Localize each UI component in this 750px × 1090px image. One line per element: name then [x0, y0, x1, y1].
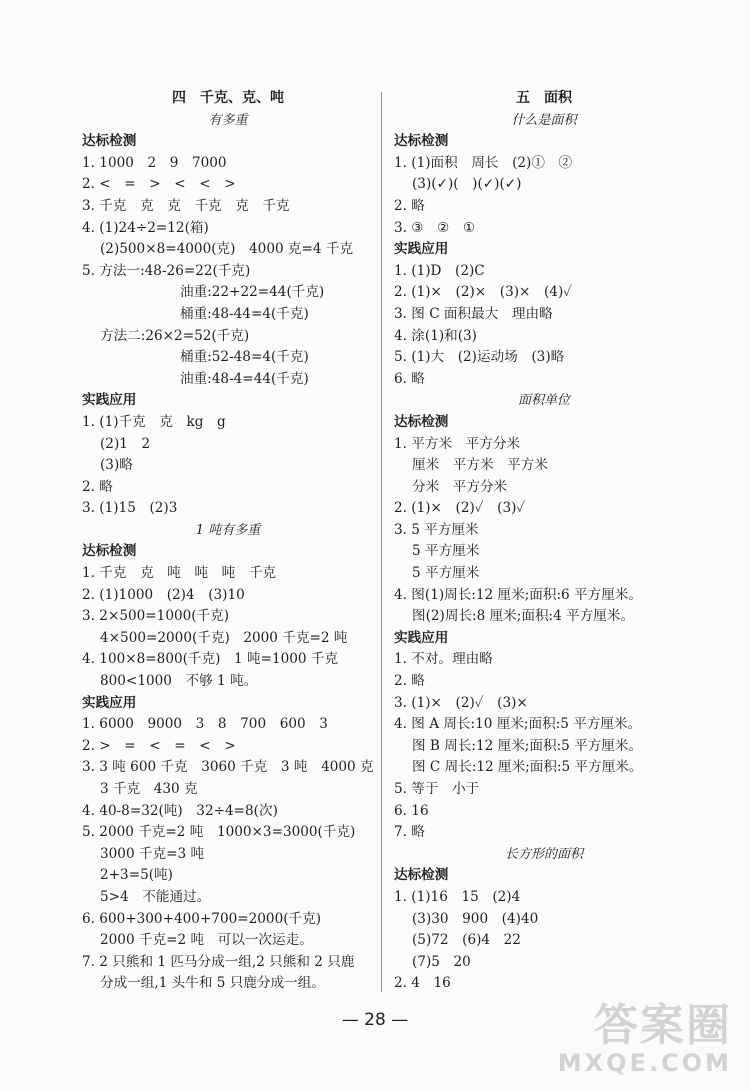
answer-line: 1. 千克 克 吨 吨 吨 千克	[82, 565, 277, 582]
answer-line: 5 平方厘米	[412, 565, 480, 582]
answer-line: 厘米 平方米 平方米	[412, 457, 548, 474]
answer-line: 2. (1)× (2)× (3)× (4)✓	[394, 284, 573, 301]
answer-line: 4. 100×8=800(千克) 1 吨=1000 千克	[82, 651, 339, 668]
subsection-title: 面积单位	[517, 393, 570, 409]
answer-line: (3)(✓)( )(✓)(✓)	[412, 176, 522, 193]
answer-line: 2. (1)1000 (2)4 (3)10	[82, 586, 245, 603]
answer-line: 2000 千克=2 吨 可以一次运走。	[100, 932, 313, 949]
answer-line: 6. 600+300+400+700=2000(千克)	[82, 910, 322, 927]
column-divider	[381, 92, 382, 992]
subsection-title: 什么是面积	[511, 112, 577, 128]
section-heading: 达标检测	[394, 413, 449, 430]
answer-line: 3. 图 C 面积最大 理由略	[394, 305, 553, 322]
answer-line: 1. 不对。理由略	[394, 651, 493, 668]
answer-line: 6. 略	[394, 370, 425, 387]
answer-line: 3. 3 吨 600 千克 3060 千克 3 吨 4000 克	[82, 759, 374, 776]
answer-line: 2. 略	[82, 478, 113, 495]
answer-line: 桶重:52-48=4(千克)	[180, 349, 309, 366]
answer-line: 5. 方法一:48-26=22(千克)	[82, 262, 251, 279]
answer-line: 1. 6000 9000 3 8 700 600 3	[82, 716, 328, 733]
right-column-body	[394, 110, 694, 995]
answer-line: 桶重:48-44=4(千克)	[180, 305, 309, 322]
answer-line: 方法二:26×2=52(千克)	[100, 327, 250, 344]
answer-line: 1. 1000 2 9 7000	[82, 154, 227, 171]
answer-line: 1. (1)千克 克 kg g	[82, 413, 226, 430]
answer-line: 4. 图(1)周长:12 厘米;面积:6 平方厘米。	[394, 586, 642, 603]
answer-line: 4. 涂(1)和(3)	[394, 327, 477, 344]
answer-line: (3)略	[100, 457, 133, 474]
answer-line: 1. (1)16 15 (2)4	[394, 888, 521, 905]
answer-line: 4. 40-8=32(吨) 32÷4=8(次)	[82, 802, 278, 819]
answer-line: 3. 5 平方厘米	[394, 521, 479, 538]
section-heading: 达标检测	[82, 133, 137, 150]
watermark-logo	[558, 1002, 732, 1076]
section-heading: 达标检测	[394, 133, 449, 150]
answer-line: 图(2)周长:8 厘米;面积:4 平方厘米。	[412, 608, 635, 625]
answer-line: 2+3=5(吨)	[100, 867, 173, 884]
answer-line: 3. 2×500=1000(千克)	[82, 608, 230, 625]
answer-line: 800<1000 不够 1 吨。	[100, 673, 258, 690]
section-heading: 达标检测	[394, 867, 449, 884]
section-heading: 达标检测	[82, 543, 137, 560]
answer-line: 2. 4 16	[394, 975, 451, 992]
right-column	[394, 88, 694, 995]
answer-line: 2. > = < = < >	[82, 737, 236, 754]
answer-line: 1. (1)面积 周长 (2)① ②	[394, 154, 573, 171]
answer-line: 5>4 不能通过。	[100, 888, 211, 905]
answer-line: 3. 千克 克 克 千克 克 千克	[82, 197, 290, 214]
chapter-title-left: 四 千克、克、吨	[172, 90, 284, 106]
answer-line: 5 平方厘米	[412, 543, 480, 560]
subsection-title: 1 吨有多重	[195, 522, 261, 538]
page-number: — 28 —	[341, 1010, 409, 1030]
answer-line: 4. 图 A 周长:10 厘米;面积:5 平方厘米。	[394, 716, 642, 733]
answer-line: 1. 平方米 平方分米	[394, 435, 521, 452]
answer-line: 7. 略	[394, 824, 425, 841]
answer-line: 5. 等于 小于	[394, 781, 480, 797]
answer-line: 2. 略	[394, 197, 425, 214]
answer-line: (7)5 20	[412, 953, 471, 970]
answer-line: 5. 2000 千克=2 吨 1000×3=3000(千克)	[82, 824, 356, 841]
section-heading: 实践应用	[394, 241, 449, 258]
left-column	[82, 88, 374, 995]
answer-line: 7. 2 只熊和 1 匹马分成一组,2 只熊和 2 只鹿	[82, 953, 355, 970]
answer-line: 6. 16	[394, 802, 429, 819]
answer-line: 4. (1)24÷2=12(箱)	[82, 219, 209, 236]
answer-line: (3)30 900 (4)40	[412, 910, 539, 927]
section-heading: 实践应用	[82, 392, 137, 409]
answer-line: (2)1 2	[100, 435, 151, 452]
answer-line: (2)500×8=4000(克) 4000 克=4 千克	[100, 241, 354, 258]
answer-line: 1. (1)D (2)C	[394, 262, 485, 279]
answer-line: 4×500=2000(千克) 2000 千克=2 吨	[100, 629, 348, 646]
answer-line: 3. (1)× (2)✓ (3)×	[394, 694, 528, 711]
answer-line: 油重:22+22=44(千克)	[180, 284, 325, 301]
answer-line: 2. (1)× (2)✓ (3)✓	[394, 500, 526, 517]
answer-line: 图 C 周长:12 厘米;面积:5 平方厘米。	[412, 759, 643, 776]
chapter-title-right: 五 面积	[516, 90, 572, 106]
section-heading: 实践应用	[394, 629, 449, 646]
answer-line: 2. 略	[394, 673, 425, 690]
answer-line: 油重:48-4=44(千克)	[180, 370, 309, 387]
answer-line: 分成一组,1 头牛和 5 只鹿分成一组。	[100, 975, 325, 992]
subsection-title: 有多重	[208, 112, 248, 128]
answer-line: 5. (1)大 (2)运动场 (3)略	[394, 349, 565, 366]
answer-line: 3. ③ ② ①	[394, 219, 476, 236]
answer-line: 2. < = > < < >	[82, 176, 236, 193]
subsection-title: 长方形的面积	[504, 846, 583, 862]
answer-line: 3. (1)15 (2)3	[82, 500, 178, 517]
answer-line: (5)72 (6)4 22	[412, 932, 521, 949]
section-heading: 实践应用	[82, 694, 137, 711]
watermark-en: MXQE.COM	[557, 1049, 732, 1077]
answer-line: 分米 平方分米	[412, 478, 508, 495]
answer-line: 3 千克 430 克	[100, 781, 198, 797]
answer-line: 3000 千克=3 吨	[100, 845, 205, 862]
left-column-body	[82, 110, 374, 995]
watermark-cn: 答案圈	[594, 1000, 732, 1051]
answer-line: 图 B 周长:12 厘米;面积:5 平方厘米。	[412, 737, 643, 754]
